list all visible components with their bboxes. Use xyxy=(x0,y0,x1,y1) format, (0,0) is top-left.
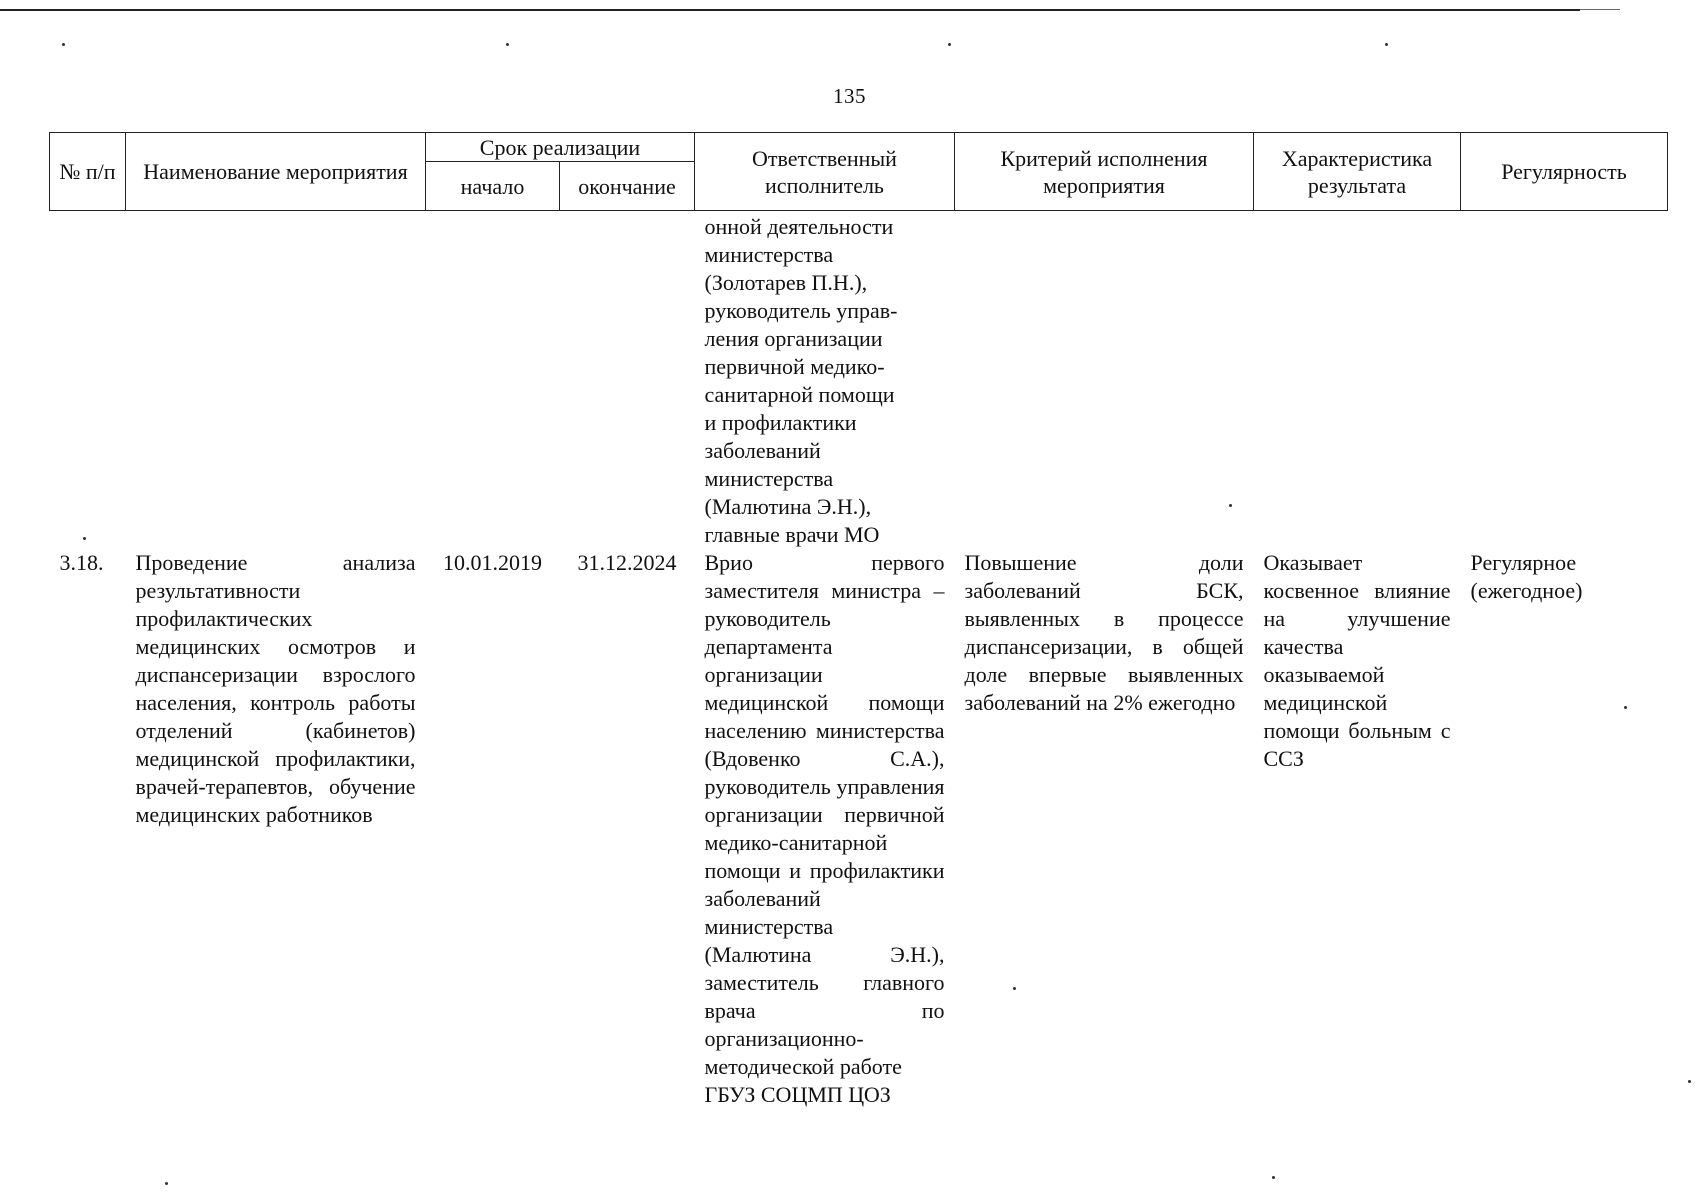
responsible-line: министерства xyxy=(704,242,834,267)
header-row-top xyxy=(50,133,1668,162)
responsible-org: ГБУЗ СОЦМП ЦОЗ xyxy=(704,1082,891,1107)
header-num: № п/п xyxy=(50,133,126,211)
responsible-line: (Малютина Э.Н.), xyxy=(704,494,872,519)
scan-speck xyxy=(948,43,951,46)
header-start: начало xyxy=(426,162,560,211)
header-regularity: Регулярность xyxy=(1461,133,1668,211)
table-row-3-18 xyxy=(50,549,1668,1109)
header-end: окончание xyxy=(560,162,695,211)
result-characteristic: Оказывает косвенное влияние на улучшение качества оказываемой медицинской помощи больным с ССЗ xyxy=(1263,550,1451,771)
scan-speck xyxy=(83,537,86,540)
responsible-text: Врио первого заместителя министра – руководитель департамента организации медицинской помощи населению министерства (Вдовенко С.А.), руководитель управления организации первичной медико-санитарной помощи и профилактики заболеваний министерства (Малютина Э.Н.), заместитель главного врача по организационно-методической работе xyxy=(704,550,945,1079)
responsible-line: и профилактики xyxy=(704,410,857,435)
scan-speck xyxy=(1013,987,1016,990)
end-date: 31.12.2024 xyxy=(577,550,677,575)
responsible-line: санитарной помощи xyxy=(704,382,895,407)
scan-speck xyxy=(506,43,509,46)
responsible-line: онной деятельности xyxy=(704,214,894,239)
header-result: Характеристика результата xyxy=(1254,133,1461,211)
responsible-line: первичной медико- xyxy=(704,354,885,379)
responsible-line: руководитель управ- xyxy=(704,298,898,323)
scan-speck xyxy=(62,43,65,46)
responsible-line: главные врачи МО xyxy=(704,522,880,547)
responsible-line: министерства xyxy=(704,466,834,491)
header-responsible: Ответственный исполнитель xyxy=(695,133,955,211)
responsible-line: заболеваний xyxy=(704,438,821,463)
scan-speck xyxy=(1229,504,1232,507)
regularity: Регулярное (ежегодное) xyxy=(1470,550,1583,603)
scan-speck xyxy=(1385,43,1388,46)
header-criterion: Критерий исполнения мероприятия xyxy=(955,133,1254,211)
responsible-line: ления организации xyxy=(704,326,883,351)
scan-speck xyxy=(1272,1176,1275,1179)
activity-name: Проведение анализа результативности профилактических медицинских осмотров и диспансеризации взрослого населения, контроль работы отделений (кабинетов) медицинской профилактики, врачей-терапевтов, обучение медицинских работников xyxy=(135,550,416,827)
execution-criterion: Повышение доли заболеваний БСК, выявленных в процессе диспансеризации, в общей доле впервые выявленных заболеваний на 2% ежегодно xyxy=(964,550,1244,715)
responsible-executor xyxy=(695,549,955,1109)
start-date: 10.01.2019 xyxy=(443,550,542,575)
scan-top-border xyxy=(0,9,1580,11)
header-term: Срок реализации xyxy=(426,133,695,162)
header-name: Наименование мероприятия xyxy=(126,133,426,211)
continuation-responsible xyxy=(695,211,955,550)
table-row-continuation xyxy=(50,211,1668,550)
scan-speck xyxy=(1624,706,1627,709)
activities-table xyxy=(49,132,1668,1109)
scan-top-border-tail xyxy=(1580,9,1620,10)
scan-speck xyxy=(165,1182,168,1185)
responsible-line: (Золотарев П.Н.), xyxy=(704,270,868,295)
scan-speck xyxy=(1688,1080,1691,1083)
row-number: 3.18. xyxy=(59,550,104,575)
page-number: 135 xyxy=(833,84,866,108)
